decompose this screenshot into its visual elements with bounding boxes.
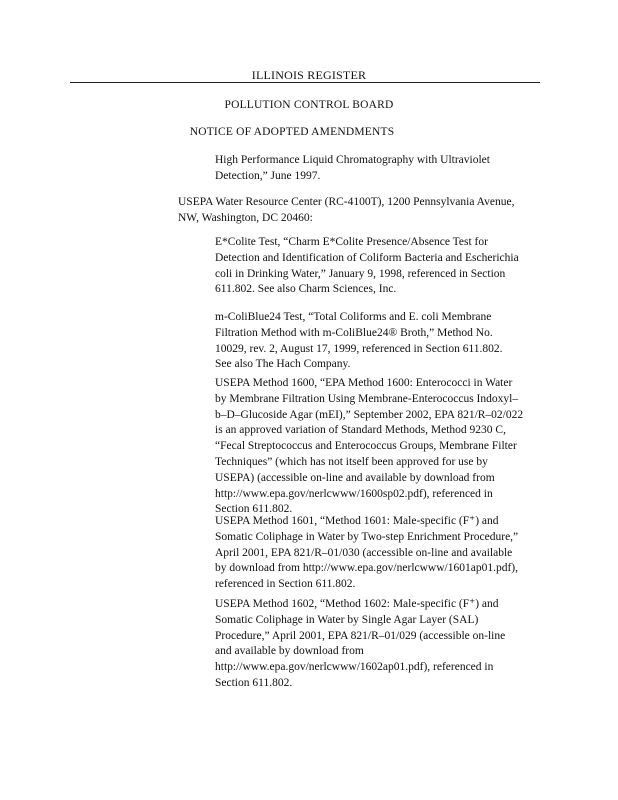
paragraph-line: 611.802. See also Charm Sciences, Inc.	[215, 283, 397, 296]
paragraph-line: USEPA Method 1601, “Method 1601: Male-specific (F⁺) and	[215, 515, 499, 527]
paragraph-line: NW, Washington, DC 20460:	[178, 211, 313, 224]
paragraph-line: USEPA Method 1600, “EPA Method 1600: Enterococci in Water	[215, 377, 513, 389]
paragraph-line: USEPA Method 1602, “Method 1602: Male-specific (F⁺) and	[215, 598, 499, 610]
paragraph-line: and available by download from	[215, 645, 364, 658]
paragraph-line: m-ColiBlue24 Test, “Total Coliforms and E. coli Membrane	[215, 311, 492, 323]
notice-title: NOTICE OF ADOPTED AMENDMENTS	[189, 126, 395, 138]
paragraph-line: Techniques” (which has not itself been approved for use by	[215, 455, 488, 468]
paragraph-line: April 2001, EPA 821/R–01/030 (accessible on-line and available	[215, 546, 513, 559]
paragraph-usepa-method-1602	[215, 597, 545, 692]
paragraph-line: USEPA) (accessible on-line and available by download from	[215, 471, 495, 484]
paragraph-line: E*Colite Test, “Charm E*Colite Presence/Absence Test for	[215, 236, 488, 248]
paragraph-usepa-method-1600	[215, 376, 545, 518]
register-title: ILLINOIS REGISTER	[251, 68, 367, 82]
paragraph-usepa-water-resource-center	[178, 195, 548, 227]
header-rule	[70, 82, 540, 83]
paragraph-ecolite-test	[215, 235, 545, 298]
paragraph-usepa-method-1601	[215, 514, 545, 593]
paragraph-line: Somatic Coliphage in Water by Two-step Enrichment Procedure,”	[215, 530, 519, 543]
paragraph-line: is an approved variation of Standard Methods, Method 9230 C,	[215, 424, 506, 437]
paragraph-line: b–D–Glucoside Agar (mEI),” September 2002, EPA 821/R–02/022	[215, 408, 524, 421]
paragraph-line: USEPA Water Resource Center (RC-4100T), 1200 Pennsylvania Avenue,	[178, 196, 515, 208]
paragraph-line: by download from http://www.epa.gov/nerlcwww/1601ap01.pdf),	[215, 562, 518, 575]
paragraph-line: Detection,” June 1997.	[215, 169, 321, 182]
paragraph-line: Section 611.802.	[215, 503, 293, 516]
paragraph-line: http://www.epa.gov/nerlcwww/1600sp02.pdf), referenced in	[215, 487, 493, 500]
paragraph-line: referenced in Section 611.802.	[215, 578, 356, 591]
paragraph-line: Somatic Coliphage in Water by Single Agar Layer (SAL)	[215, 613, 479, 626]
paragraph-line: http://www.epa.gov/nerlcwww/1602ap01.pdf), referenced in	[215, 661, 494, 674]
paragraph-line: Detection and Identification of Coliform Bacteria and Escherichia	[215, 251, 519, 264]
paragraph-line: High Performance Liquid Chromatography with Ultraviolet	[215, 154, 490, 166]
paragraph-line: Filtration Method with m-ColiBlue24® Broth,” Method No.	[215, 326, 493, 339]
paragraph-line: by Membrane Filtration Using Membrane-Enterococcus Indoxyl–	[215, 392, 519, 405]
paragraph-line: coli in Drinking Water,” January 9, 1998, referenced in Section	[215, 267, 506, 280]
paragraph-m-coliblue24	[215, 310, 545, 373]
paragraph-line: Section 611.802.	[215, 676, 293, 689]
paragraph-line: 10029, rev. 2, August 17, 1999, referenced in Section 611.802.	[215, 342, 503, 355]
board-name: POLLUTION CONTROL BOARD	[224, 99, 394, 111]
paragraph-line: Procedure,” April 2001, EPA 821/R–01/029 (accessible on-line	[215, 629, 506, 642]
paragraph-line: See also The Hach Company.	[215, 358, 351, 371]
paragraph-hplc-continuation	[215, 153, 545, 185]
paragraph-line: “Fecal Streptococcus and Enterococcus Groups, Membrane Filter	[215, 440, 517, 453]
